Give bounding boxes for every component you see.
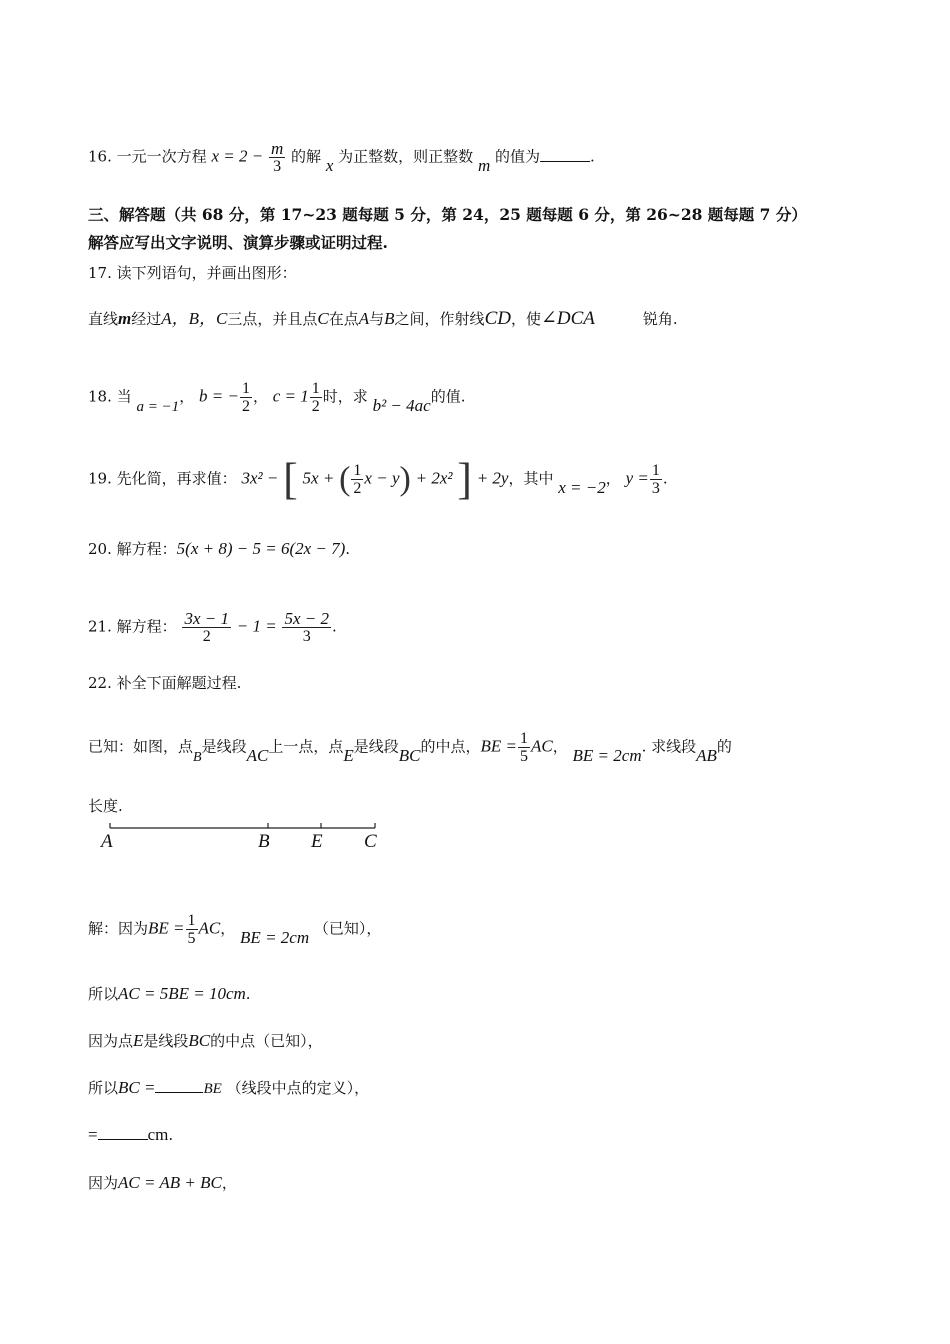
q19-part-1: 3x² −	[241, 468, 279, 488]
q19-x-value: x = −2	[558, 477, 606, 497]
q18-number: 18.	[88, 387, 112, 406]
q22-sol4-a: 所以	[88, 1079, 119, 1097]
q18-sep-1: ，	[179, 387, 195, 406]
q21-middle: − 1 =	[236, 616, 277, 636]
q22-sol6-c: ，	[221, 1174, 237, 1192]
q22-seg-bc: BC	[398, 745, 421, 765]
q19-fraction	[351, 462, 363, 497]
q20-number: 20.	[88, 540, 112, 558]
q22-sol1-a: 解：因为	[88, 919, 149, 938]
q19-number: 19.	[88, 469, 112, 488]
q22-sol1-d: ，	[220, 919, 236, 938]
q22-be-den: 5	[520, 748, 528, 765]
q22-given-4: 是线段	[353, 737, 399, 756]
label-c: C	[364, 831, 377, 852]
q19-part-5: + 2y	[476, 468, 509, 488]
q22-sol1-num: 1	[187, 912, 196, 929]
q18-text-3: 的值.	[430, 387, 466, 406]
q22-sol5-a: =	[88, 1125, 98, 1144]
q16-fraction-num: m	[270, 139, 284, 158]
q17-body-2: 经过	[131, 310, 162, 328]
q22-be-value: BE = 2cm	[572, 745, 642, 765]
q16-period: .	[590, 147, 595, 166]
q22-point-e: E	[343, 745, 354, 765]
q22-sol3-c: 是线段	[143, 1032, 189, 1050]
q18-c-fraction	[310, 380, 322, 415]
q16-text-2: 的解	[291, 147, 322, 166]
q19-y-value: y =	[625, 468, 649, 488]
q22-sol1-b: BE =	[148, 918, 185, 938]
q21-number: 21.	[88, 617, 112, 636]
q16-line	[88, 140, 595, 175]
q19-text-1: 先化简，再求值：	[116, 469, 237, 488]
q21-num-2: 5x − 2	[284, 609, 330, 628]
label-b: B	[258, 831, 270, 852]
q17-body-4: 在点	[328, 310, 359, 328]
q17-point-c: C	[317, 309, 329, 328]
q16-number: 16.	[88, 147, 112, 166]
q19-close-paren: )	[399, 460, 411, 498]
q22-sol6-a: 因为	[88, 1174, 119, 1192]
q21-line	[88, 610, 337, 645]
q22-sol4-c: BE	[203, 1081, 222, 1097]
q18-c-num: 1	[311, 380, 320, 397]
q19-y-num: 1	[651, 462, 660, 479]
q21-den-1: 2	[202, 628, 211, 645]
q22-solution-3	[88, 1031, 323, 1051]
q22-given-5: 的中点，	[420, 737, 481, 756]
q19-f-num: 1	[353, 462, 362, 479]
q22-sol3-b: E	[133, 1031, 144, 1050]
q18-expression: b² − 4ac	[372, 395, 431, 415]
q16-text-3: 为正整数，则正整数	[338, 147, 474, 166]
q22-solution-1	[88, 912, 381, 947]
q22-given-7: 的	[716, 737, 732, 756]
q22-sol5-c: .	[168, 1126, 174, 1144]
label-a: A	[101, 831, 113, 852]
q18-text-1: 当	[116, 387, 132, 406]
q19-y-den: 3	[651, 480, 660, 497]
q22-solution-5	[88, 1125, 173, 1145]
q22-given-2: 是线段	[201, 737, 247, 756]
q20-end: .	[345, 540, 351, 558]
q17-line	[88, 263, 297, 283]
q22-sol5-b: cm	[147, 1125, 169, 1144]
q22-solution-4	[88, 1078, 369, 1099]
q18-a-value: a = −1	[136, 398, 180, 415]
q22-seg-ab: AB	[696, 745, 717, 765]
q22-seg-ac: AC	[246, 745, 269, 765]
q18-c-den: 2	[311, 398, 320, 415]
q22-solution-2	[88, 984, 251, 1004]
section3-header-2: 解答应写出文字说明、演算步骤或证明过程.	[88, 233, 388, 252]
q19-part-2: 5x +	[302, 468, 335, 488]
section3-header-1: 三、解答题（共 68 分，第 17~23 题每题 5 分，第 24，25 题每题 6 分，第 26~28 题每题 7 分）	[88, 205, 807, 224]
q16-var-x: x	[325, 155, 334, 175]
q21-den-2: 3	[302, 628, 311, 645]
q18-c-value: c = 1	[272, 386, 309, 406]
q21-num-1: 3x − 1	[184, 609, 229, 628]
label-e: E	[311, 831, 323, 852]
q22-sol1-c: AC	[198, 918, 221, 938]
q17-ray-cd: CD	[484, 308, 511, 329]
q22-given-6: . 求线段	[641, 737, 697, 756]
q22-comma: ，	[552, 737, 568, 756]
q22-sol3-d: BC	[188, 1031, 211, 1050]
q19-part-4: + 2x²	[415, 468, 453, 488]
q19-sep: ，	[605, 469, 621, 488]
q17-points: A，B，C	[161, 309, 228, 328]
q19-f-den: 2	[353, 480, 362, 497]
q22-sol2-c: .	[245, 985, 251, 1003]
q22-be-num: 1	[520, 730, 528, 747]
q22-sol3-e: 的中点（已知），	[210, 1032, 323, 1050]
q22-sol1-den: 5	[187, 930, 196, 947]
q22-sol4-b: BC =	[118, 1078, 156, 1097]
q17-point-a: A	[358, 309, 370, 328]
q22-blank-1[interactable]	[155, 1078, 203, 1093]
q17-line-m: m	[118, 309, 132, 328]
q17-text: 读下列语句，并画出图形：	[116, 264, 297, 282]
q19-end: .	[662, 469, 668, 488]
q19-y-fraction	[650, 462, 662, 497]
q17-body-1: 直线	[88, 310, 119, 328]
q16-equation-lhs: x = 2 −	[211, 146, 264, 166]
q22-sol1-f: （已知），	[313, 919, 382, 938]
q22-ac: AC	[531, 736, 553, 756]
q16-fraction	[269, 140, 285, 175]
q22-given	[88, 730, 732, 765]
q17-body-8: 锐角.	[642, 310, 678, 328]
q16-answer-blank[interactable]	[540, 147, 590, 162]
q16-var-m: m	[477, 155, 491, 175]
q22-point-b: B	[193, 749, 202, 765]
q16-text-4: 的值为	[495, 147, 541, 166]
q17-body	[88, 309, 678, 329]
segment-figure	[100, 820, 400, 840]
q20-equation: 5(x + 8) − 5 = 6(2x − 7)	[176, 539, 346, 558]
q20-text-1: 解方程：	[116, 540, 177, 558]
q18-b-value: b = −	[198, 386, 239, 406]
q22-sol1-fraction	[186, 912, 198, 947]
q19-text-2: ，其中	[508, 469, 554, 488]
q22-sol4-d: （线段中点的定义），	[226, 1079, 370, 1097]
q18-b-fraction	[240, 380, 252, 415]
q22-blank-2[interactable]	[98, 1125, 148, 1140]
q21-fraction-2	[282, 610, 331, 645]
q22-sol2-a: 所以	[88, 985, 119, 1003]
q22-number: 22.	[88, 674, 112, 692]
q19-open-paren: (	[339, 460, 351, 498]
q17-body-3: 三点，并且点	[227, 310, 318, 328]
q17-angle: ∠DCA	[540, 308, 595, 329]
q22-given-1: 已知：如图，点	[88, 737, 194, 756]
q21-fraction-1	[182, 610, 231, 645]
q18-text-2: 时，求	[322, 387, 368, 406]
q22-be-fraction	[518, 730, 530, 765]
q16-text-1: 一元一次方程	[116, 147, 207, 166]
q22-given-line2: 长度.	[88, 797, 123, 815]
q22-sol2-b: AC = 5BE = 10cm	[118, 984, 246, 1003]
q17-number: 17.	[88, 264, 112, 282]
q22-sol3-a: 因为点	[88, 1032, 134, 1050]
q19-part-3: x − y	[364, 468, 400, 488]
q22-sol6-b: AC = AB + BC	[118, 1173, 222, 1192]
q21-end: .	[332, 617, 337, 636]
q17-body-7: ，使	[510, 310, 541, 328]
q21-text-1: 解方程：	[116, 617, 177, 636]
q20-line	[88, 539, 350, 559]
q22-be-eq: BE =	[480, 736, 517, 756]
q22-given-3: 上一点，点	[268, 737, 344, 756]
q22-text: 补全下面解题过程.	[116, 674, 242, 692]
q17-body-6: 之间，作射线	[394, 310, 485, 328]
q18-line	[88, 380, 465, 415]
q18-sep-2: ，	[252, 387, 268, 406]
q22-line	[88, 673, 241, 693]
q17-body-5: 与	[369, 310, 385, 328]
q22-sol1-e: BE = 2cm	[240, 927, 310, 947]
q18-b-num: 1	[241, 380, 250, 397]
q16-fraction-den: 3	[273, 158, 282, 175]
q17-point-b: B	[384, 309, 395, 328]
q18-b-den: 2	[241, 398, 250, 415]
q19-open-bracket: [	[283, 454, 298, 504]
q19-close-bracket: ]	[457, 454, 472, 504]
q22-solution-6	[88, 1173, 237, 1193]
q19-line	[88, 454, 668, 504]
